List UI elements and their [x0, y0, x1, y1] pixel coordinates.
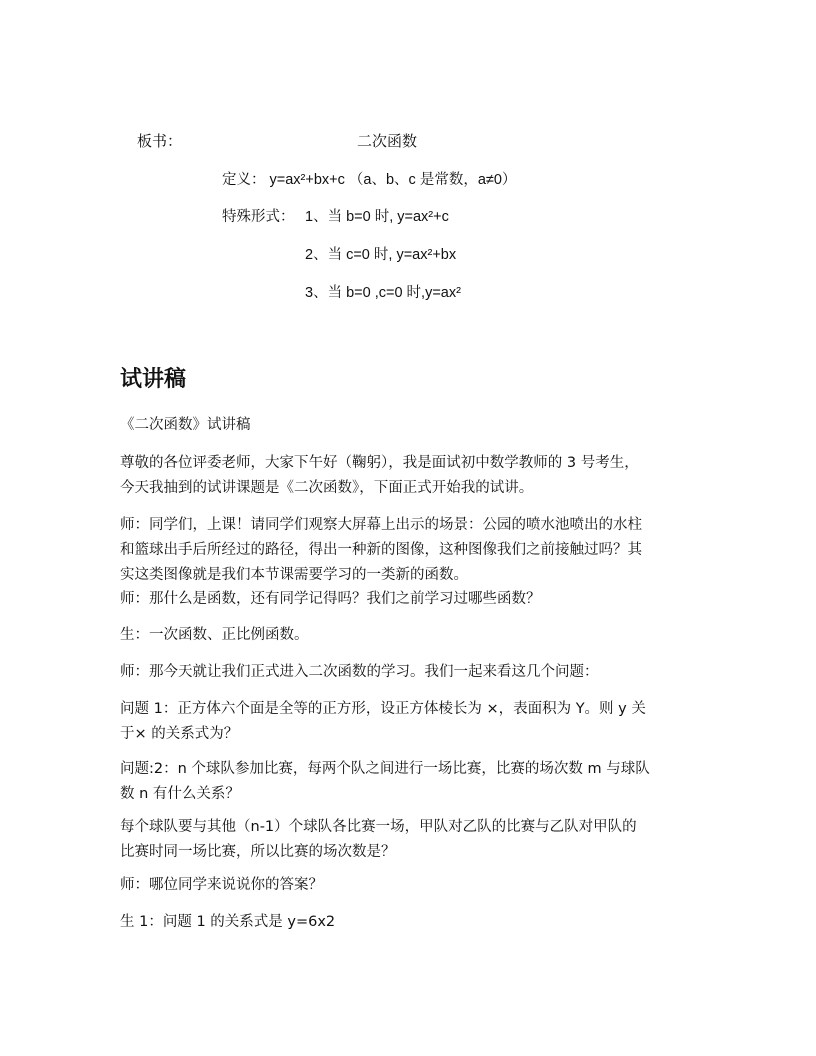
board-case-2: 2、当 c=0 时, y=ax²+bx — [305, 247, 457, 263]
paragraph-line: 和篮球出手后所经过的路径，得出一种新的图像，这种图像我们之前接触过吗？其 — [120, 542, 642, 558]
paragraph-line: 生：一次函数、正比例函数。 — [120, 627, 309, 643]
doc-title-text: 《二次函数》试讲稿 — [120, 417, 251, 433]
board-special-label: 特殊形式： — [222, 209, 295, 225]
paragraph-line: 师：哪位同学来说说你的答案？ — [120, 877, 323, 893]
paragraph-teacher-ask — [120, 873, 700, 898]
paragraph-greeting — [120, 451, 700, 501]
paragraph-line: 问题:2：n 个球队参加比赛，每两个队之间进行一场比赛，比赛的场次数 m 与球队 — [120, 761, 650, 777]
board-title: 二次函数 — [357, 132, 418, 150]
paragraph-intro — [120, 513, 700, 588]
paragraph-problem-2 — [120, 757, 700, 807]
paragraph-line: 尊敬的各位评委老师，大家下午好（鞠躬），我是面试初中数学教师的 3 号考生， — [120, 455, 639, 471]
board-case-1: 1、当 b=0 时, y=ax²+c — [305, 209, 449, 225]
paragraph-question — [120, 587, 700, 612]
paragraph-line: 师：那今天就让我们正式进入二次函数的学习。我们一起来看这几个问题： — [120, 664, 599, 680]
paragraph-problem-1 — [120, 697, 700, 747]
paragraph-explanation — [120, 815, 700, 865]
paragraph-line: 于× 的关系式为？ — [120, 726, 239, 742]
paragraph-student-answer — [120, 623, 700, 648]
paragraph-line: 每个球队要与其他（n-1）个球队各比赛一场，甲队对乙队的比赛与乙队对甲队的 — [120, 819, 637, 835]
paragraph-line: 今天我抽到的试讲课题是《二次函数》，下面正式开始我的试讲。 — [120, 480, 534, 496]
paragraph-line: 比赛时同一场比赛，所以比赛的场次数是？ — [120, 844, 396, 860]
board-definition: 定义： y=ax²+bx+c （a、b、c 是常数，a≠0） — [222, 172, 517, 188]
paragraph-line: 师：同学们，上课！请同学们观察大屏幕上出示的场景：公园的喷水池喷出的水柱 — [120, 517, 642, 533]
paragraph-student-1 — [120, 910, 700, 935]
paragraph-line: 师：那什么是函数，还有同学记得吗？我们之前学习过哪些函数？ — [120, 591, 541, 607]
paragraph-line: 问题 1：正方体六个面是全等的正方形，设正方体棱长为 ×，表面积为 Y。则 y 关 — [120, 701, 646, 717]
paragraph-line: 生 1：问题 1 的关系式是 y=6x2 — [120, 914, 336, 930]
doc-title — [120, 413, 700, 438]
paragraph-transition — [120, 660, 700, 685]
section-heading: 试讲稿 — [120, 367, 187, 392]
board-case-3: 3、当 b=0 ,c=0 时,y=ax² — [305, 285, 461, 301]
paragraph-line: 实这类图像就是我们本节课需要学习的一类新的函数。 — [120, 567, 468, 583]
board-label: 板书： — [137, 132, 183, 150]
paragraph-line: 数 n 有什么关系？ — [120, 786, 240, 802]
